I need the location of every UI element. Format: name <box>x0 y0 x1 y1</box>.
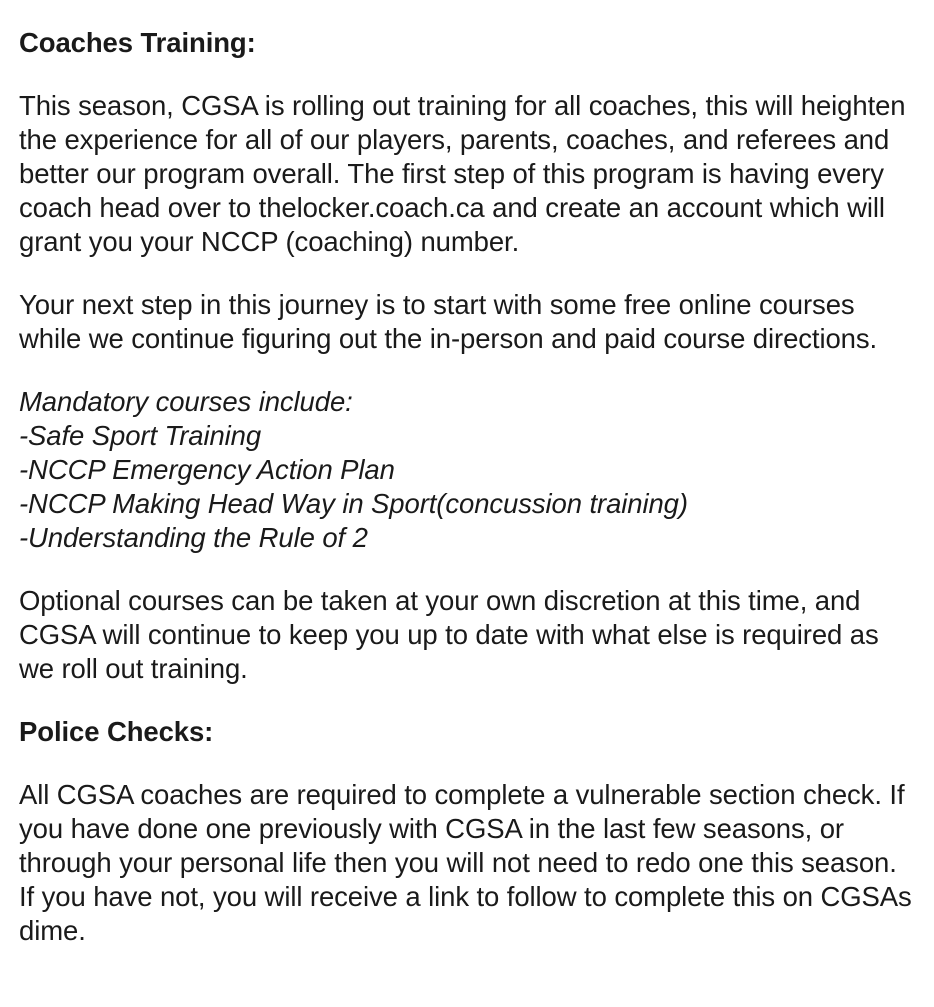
police-checks-heading: Police Checks: <box>19 716 214 747</box>
list-item: -NCCP Making Head Way in Sport(concussion training) <box>19 488 688 519</box>
mandatory-courses-list <box>19 419 914 555</box>
optional-courses-paragraph: Optional courses can be taken at your own discretion at this time, and CGSA will continue to keep you up to date with what else is required as we roll out training. <box>19 585 879 684</box>
list-item: -Safe Sport Training <box>19 420 262 451</box>
coaches-training-next-step: Your next step in this journey is to start with some free online courses while we continue figuring out the in-person and paid course directions. <box>19 289 878 354</box>
list-item: -Understanding the Rule of 2 <box>19 522 368 553</box>
coaches-training-heading: Coaches Training: <box>19 27 256 58</box>
coaches-training-intro: This season, CGSA is rolling out training for all coaches, this will heighten the experience for all of our players, parents, coaches, and referees and better our program overall. The first step of this program is having every coach head over to thelocker.coach.ca and create an account which will grant you your NCCP (coaching) number. <box>19 90 906 257</box>
police-checks-body: All CGSA coaches are required to complete a vulnerable section check. If you have done one previously with CGSA in the last few seasons, or through your personal life then you will not need to redo one this season. If you have not, you will receive a link to follow to complete this on CGSAs dime. <box>19 779 912 946</box>
mandatory-courses-heading: Mandatory courses include: <box>19 386 353 417</box>
list-item: -NCCP Emergency Action Plan <box>19 454 395 485</box>
